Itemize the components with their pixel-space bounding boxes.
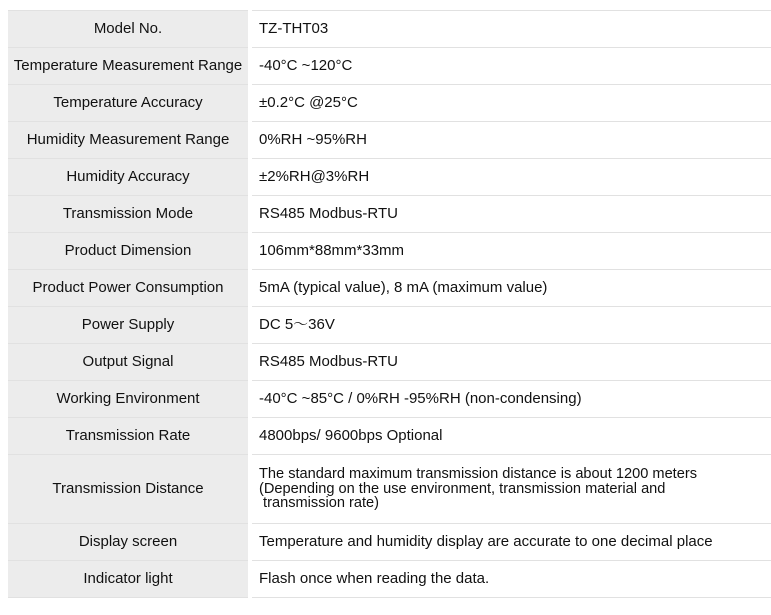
spec-label: Humidity Accuracy bbox=[8, 159, 250, 196]
spec-value: ±0.2°C @25°C bbox=[250, 85, 771, 122]
spec-label: Temperature Accuracy bbox=[8, 85, 250, 122]
spec-row-transmission-rate bbox=[8, 418, 771, 455]
spec-table bbox=[8, 10, 771, 598]
spec-value-line: The standard maximum transmission distance is about 1200 meters bbox=[259, 466, 698, 483]
spec-row-power-consumption bbox=[8, 270, 771, 307]
spec-label: Transmission Rate bbox=[8, 418, 250, 455]
spec-value: RS485 Modbus-RTU bbox=[250, 196, 771, 233]
spec-row-transmission-distance bbox=[8, 455, 771, 524]
spec-value: Flash once when reading the data. bbox=[250, 561, 771, 598]
spec-label: Product Dimension bbox=[8, 233, 250, 270]
spec-row-humidity-accuracy bbox=[8, 159, 771, 196]
spec-value: Temperature and humidity display are accurate to one decimal place bbox=[250, 524, 771, 561]
spec-row-model-no bbox=[8, 11, 771, 48]
spec-value: 0%RH ~95%RH bbox=[250, 122, 771, 159]
spec-row-indicator-light bbox=[8, 561, 771, 598]
spec-label: Product Power Consumption bbox=[8, 270, 250, 307]
spec-label: Power Supply bbox=[8, 307, 250, 344]
spec-row-product-dimension bbox=[8, 233, 771, 270]
spec-label: Indicator light bbox=[8, 561, 250, 598]
spec-label: Working Environment bbox=[8, 381, 250, 418]
spec-value: TZ-THT03 bbox=[250, 11, 771, 48]
spec-row-humidity-range bbox=[8, 122, 771, 159]
spec-value: 106mm*88mm*33mm bbox=[250, 233, 771, 270]
spec-label: Transmission Distance bbox=[8, 455, 250, 524]
spec-label: Model No. bbox=[8, 11, 250, 48]
spec-label: Output Signal bbox=[8, 344, 250, 381]
spec-row-temperature-range bbox=[8, 48, 771, 85]
spec-value: ±2%RH@3%RH bbox=[250, 159, 771, 196]
spec-row-output-signal bbox=[8, 344, 771, 381]
spec-value-line: (Depending on the use environment, transmission material and bbox=[259, 480, 666, 497]
spec-value bbox=[250, 455, 771, 524]
spec-label: Humidity Measurement Range bbox=[8, 122, 250, 159]
spec-label: Temperature Measurement Range bbox=[8, 48, 250, 85]
spec-row-working-environment bbox=[8, 381, 771, 418]
spec-value: RS485 Modbus-RTU bbox=[250, 344, 771, 381]
spec-value: DC 5～36V bbox=[250, 307, 771, 344]
spec-value: -40°C ~120°C bbox=[250, 48, 771, 85]
spec-label: Transmission Mode bbox=[8, 196, 250, 233]
spec-value: 5mA (typical value), 8 mA (maximum value) bbox=[250, 270, 771, 307]
spec-row-power-supply bbox=[8, 307, 771, 344]
spec-row-display-screen bbox=[8, 524, 771, 561]
spec-label: Display screen bbox=[8, 524, 250, 561]
spec-row-transmission-mode bbox=[8, 196, 771, 233]
spec-row-temperature-accuracy bbox=[8, 85, 771, 122]
spec-value: -40°C ~85°C / 0%RH -95%RH (non-condensing) bbox=[250, 381, 771, 418]
spec-value-line: transmission rate) bbox=[259, 495, 380, 512]
spec-value: 4800bps/ 9600bps Optional bbox=[250, 418, 771, 455]
